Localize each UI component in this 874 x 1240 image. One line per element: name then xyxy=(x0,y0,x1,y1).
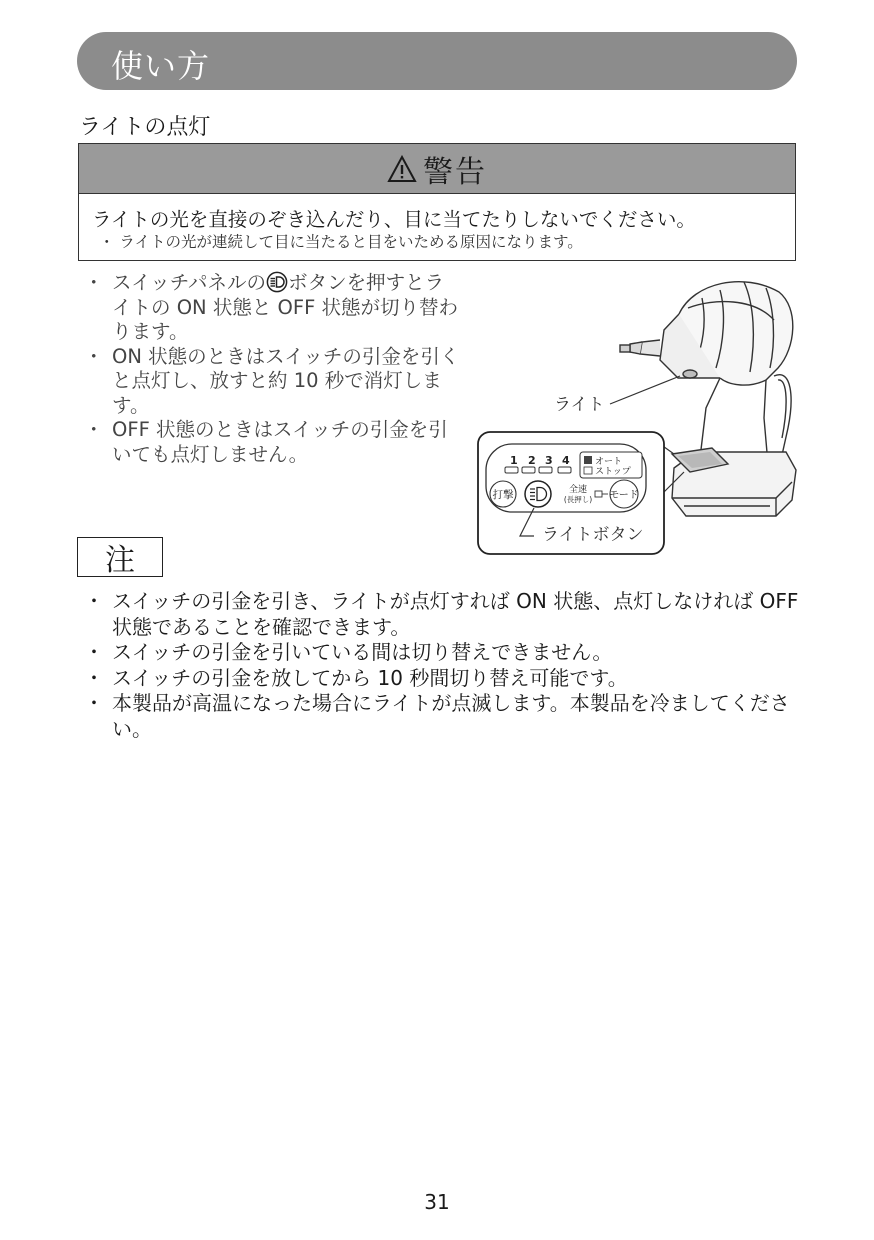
bullet-mark: ・ xyxy=(84,665,104,690)
list-item xyxy=(84,345,462,419)
level-indicator xyxy=(522,467,535,473)
instruction-list xyxy=(84,271,462,467)
note-list xyxy=(84,589,804,742)
instruction-text: OFF 状態のときはスイッチの引金を引いても点灯しません。 xyxy=(112,418,448,466)
page-title: 使い方 xyxy=(111,47,211,85)
bullet-mark: ・ xyxy=(84,271,104,294)
level-indicator xyxy=(505,467,518,473)
warning-box xyxy=(78,143,796,261)
list-item xyxy=(84,640,804,666)
instruction-text: ON 状態のときはスイッチの引金を引くと点灯し、放すと約 10 秒で消灯します。 xyxy=(112,344,460,417)
light-callout-label: ライト xyxy=(554,395,605,415)
list-item xyxy=(84,666,804,692)
warning-label: 警告 xyxy=(423,154,487,190)
auto-indicator-icon xyxy=(584,456,592,464)
fullspeed-label: 全速 xyxy=(568,485,588,495)
warning-sub-text: ・ ライトの光が連続して目に当たると目をいためる原因になります。 xyxy=(99,233,583,251)
note-text: スイッチの引金を放してから 10 秒間切り替え可能です。 xyxy=(112,665,628,690)
bullet-mark: ・ xyxy=(84,589,104,613)
bullet-mark: ・ xyxy=(84,691,104,715)
stop-indicator-icon xyxy=(584,467,592,474)
section-title: ライトの点灯 xyxy=(79,115,211,140)
warning-triangle-icon xyxy=(387,155,417,183)
light-button xyxy=(525,481,551,507)
level-label-1: 1 xyxy=(510,454,518,467)
note-text: スイッチの引金を引いている間は切り替えできません。 xyxy=(112,640,613,664)
level-label-2: 2 xyxy=(528,454,536,467)
warning-main-text: ライトの光を直接のぞき込んだり、目に当てたりしないでください。 xyxy=(92,208,696,231)
header-bar xyxy=(77,32,797,90)
bullet-mark: ・ xyxy=(84,640,104,664)
level-label-3: 3 xyxy=(545,454,553,467)
instruction-text: ボタンを押すとライトの ON 状態と OFF 状態が切り替わります。 xyxy=(112,271,459,343)
note-text: スイッチの引金を引き、ライトが点灯すれば ON 状態、点灯しなければ OFF 状態であることを確認できます。 xyxy=(112,589,799,639)
note-label: 注 xyxy=(105,543,135,578)
auto-label: オート xyxy=(595,457,623,467)
longpress-label: (長押し) xyxy=(563,495,593,504)
note-text: 本製品が高温になった場合にライトが点滅します。本製品を冷ましてください。 xyxy=(112,691,790,741)
list-item xyxy=(84,418,462,467)
impact-label: 打撃 xyxy=(492,489,514,501)
note-box xyxy=(77,537,163,577)
stop-label: ストップ xyxy=(595,467,631,477)
level-indicator xyxy=(558,467,571,473)
mode-label: モード xyxy=(609,490,639,501)
list-item xyxy=(84,271,462,345)
impact-driver-illustration xyxy=(474,268,804,558)
warning-header xyxy=(79,144,795,194)
bullet-mark: ・ xyxy=(84,344,104,368)
list-item xyxy=(84,589,804,640)
light-callout-line xyxy=(610,376,680,404)
level-label-4: 4 xyxy=(562,454,570,467)
page-number: 31 xyxy=(424,1190,450,1214)
instruction-text: スイッチパネルの xyxy=(112,271,267,294)
list-item xyxy=(84,691,804,742)
light-button-icon xyxy=(266,271,288,293)
light-button-callout-label: ライトボタン xyxy=(542,525,644,545)
bullet-mark: ・ xyxy=(84,418,104,441)
level-indicator xyxy=(539,467,552,473)
fullspeed-indicator xyxy=(595,491,602,497)
switch-panel xyxy=(486,444,646,512)
